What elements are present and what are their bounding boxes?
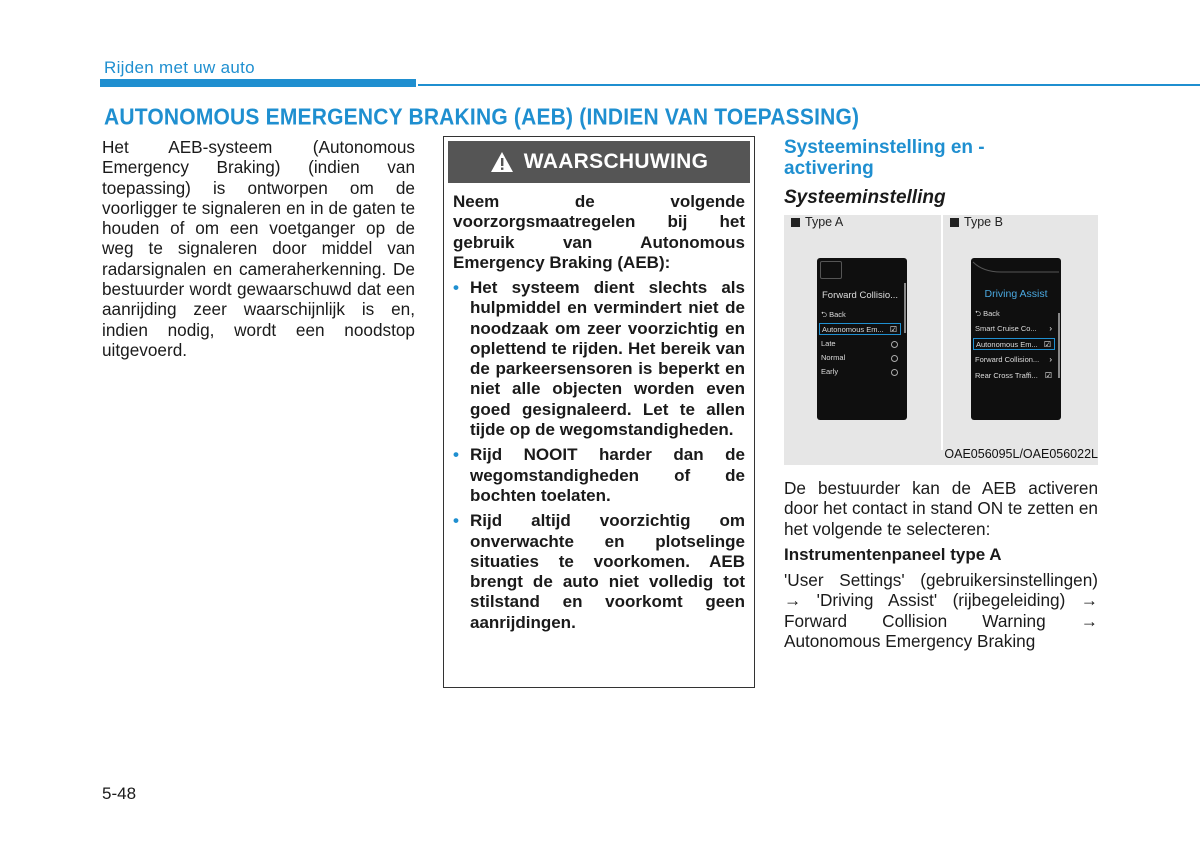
intro-paragraph: Het AEB-systeem (Autonomous Emergency Braking) (indien van toepassing) is ontworpen om de voorligger te signaleren en in de gaten te houden of om een voetganger op de weg te signaleren door middel van radarsignalen en cameraherkenning. De bestuurder wordt gewaarschuwd dat een aanrijding zeer waarschijnlijk is en, indien nodig, wordt een noodstop uitgevoerd. [102, 137, 415, 360]
bullet-icon: • [453, 511, 459, 531]
menu-row-label: Back [983, 309, 1000, 318]
screen-frame-curve [971, 258, 1061, 274]
chevron-right-icon: › [1049, 324, 1052, 333]
menu-row-label: Late [821, 339, 836, 348]
screen-type-a [817, 258, 907, 420]
page-number: 5-48 [102, 784, 137, 803]
figure-code: OAE056095L/OAE056022L [944, 447, 1098, 461]
warning-intro: Neem de volgende voorzorgsmaatregelen bij het gebruik van Autonomous Emergency Braking (AEB): [453, 192, 745, 272]
square-bullet-icon [950, 218, 959, 227]
warning-item-text: Rijd altijd voorzichtig om onverwachte en plotselinge situaties te voorkomen. AEB brengt de auto niet volledig tot stilstand en voorkomt geen aanrijdingen. [470, 511, 745, 632]
warning-item [453, 445, 745, 506]
type-a-label: Type A [805, 215, 844, 229]
menu-row [821, 338, 901, 350]
warning-item-text: Het systeem dient slechts als hulpmiddel en vermindert niet de noodzaak om zeer voorzichtig en oplettend te rijden. Het bereik van de parkeersensoren is beperkt en niet alle objecten worden even goed gesignaleerd. Let te allen tijde op de wegomstandigheden. [470, 278, 745, 440]
menu-row [975, 323, 1055, 335]
menu-row-label: Autonomous Em... [822, 325, 884, 334]
warning-item-text: Rijd NOOIT harder dan de wegomstandigheden of de bochten toelaten. [470, 445, 745, 505]
checkbox-icon: ☑ [1044, 371, 1052, 380]
chevron-right-icon: › [1049, 355, 1052, 364]
figure-divider [941, 215, 943, 450]
header-rule-thin [418, 84, 1200, 86]
menu-path-text: 'User Settings' (gebruikersinstellingen) → 'Driving Assist' (rijbegeleiding) → Forward Collision Warning → Autonomous Emergency Braking [784, 570, 1098, 651]
section-label: Rijden met uw auto [104, 58, 255, 77]
screen-title: Driving Assist [984, 288, 1048, 300]
warning-box [443, 136, 755, 688]
menu-row-label: Normal [821, 353, 846, 362]
menu-row-back: ⮌ Back [821, 310, 846, 319]
instrument-panel-title: Instrumentenpaneel type A [784, 545, 1002, 564]
square-bullet-icon [791, 218, 800, 227]
page-title: AUTONOMOUS EMERGENCY BRAKING (AEB) (INDIEN VAN TOEPASSING) [104, 105, 860, 130]
figure-label-type-a [791, 215, 843, 229]
menu-row-selected [819, 323, 901, 335]
warning-item [453, 511, 745, 633]
settings-figure [784, 215, 1098, 465]
section-subsubheading: Systeeminstelling [784, 187, 946, 208]
menu-row [975, 354, 1055, 366]
menu-row-label: Forward Collision... [975, 355, 1040, 364]
type-b-label: Type B [964, 215, 1003, 229]
menu-row-label: Smart Cruise Co... [975, 324, 1037, 333]
warning-list [453, 278, 745, 638]
menu-row [821, 366, 901, 378]
menu-row-label: Autonomous Em... [976, 340, 1038, 349]
warning-triangle-icon [490, 151, 514, 173]
warning-title: WAARSCHUWING [523, 150, 709, 173]
menu-row-label: Early [821, 367, 839, 376]
header-rule-thick [100, 79, 416, 87]
figure-label-type-b [950, 215, 1003, 229]
section-subheading: Systeeminstelling en -activering [784, 137, 985, 179]
screen-type-b [971, 258, 1061, 420]
warning-item [453, 278, 745, 440]
bullet-icon: • [453, 445, 459, 465]
radio-icon [891, 369, 898, 376]
menu-row [821, 352, 901, 364]
activation-paragraph: De bestuurder kan de AEB activeren door het contact in stand ON te zetten en het volgende te selecteren: [784, 478, 1098, 539]
scrollbar [904, 283, 906, 333]
menu-row-label: Rear Cross Traffi... [975, 371, 1038, 380]
bullet-icon: • [453, 278, 459, 297]
scrollbar [1058, 313, 1060, 378]
menu-row [975, 370, 1055, 382]
radio-icon [891, 355, 898, 362]
checkbox-icon: ☑ [889, 325, 897, 334]
screen-title: Forward Collisio... [822, 290, 899, 301]
menu-row-selected [973, 338, 1055, 350]
radio-icon [891, 341, 898, 348]
menu-row-back: ⮌ Back [975, 309, 1000, 318]
checkbox-icon: ☑ [1043, 340, 1051, 349]
screen-tab [820, 261, 842, 279]
warning-header [448, 141, 750, 183]
menu-row-label: Back [829, 310, 846, 319]
